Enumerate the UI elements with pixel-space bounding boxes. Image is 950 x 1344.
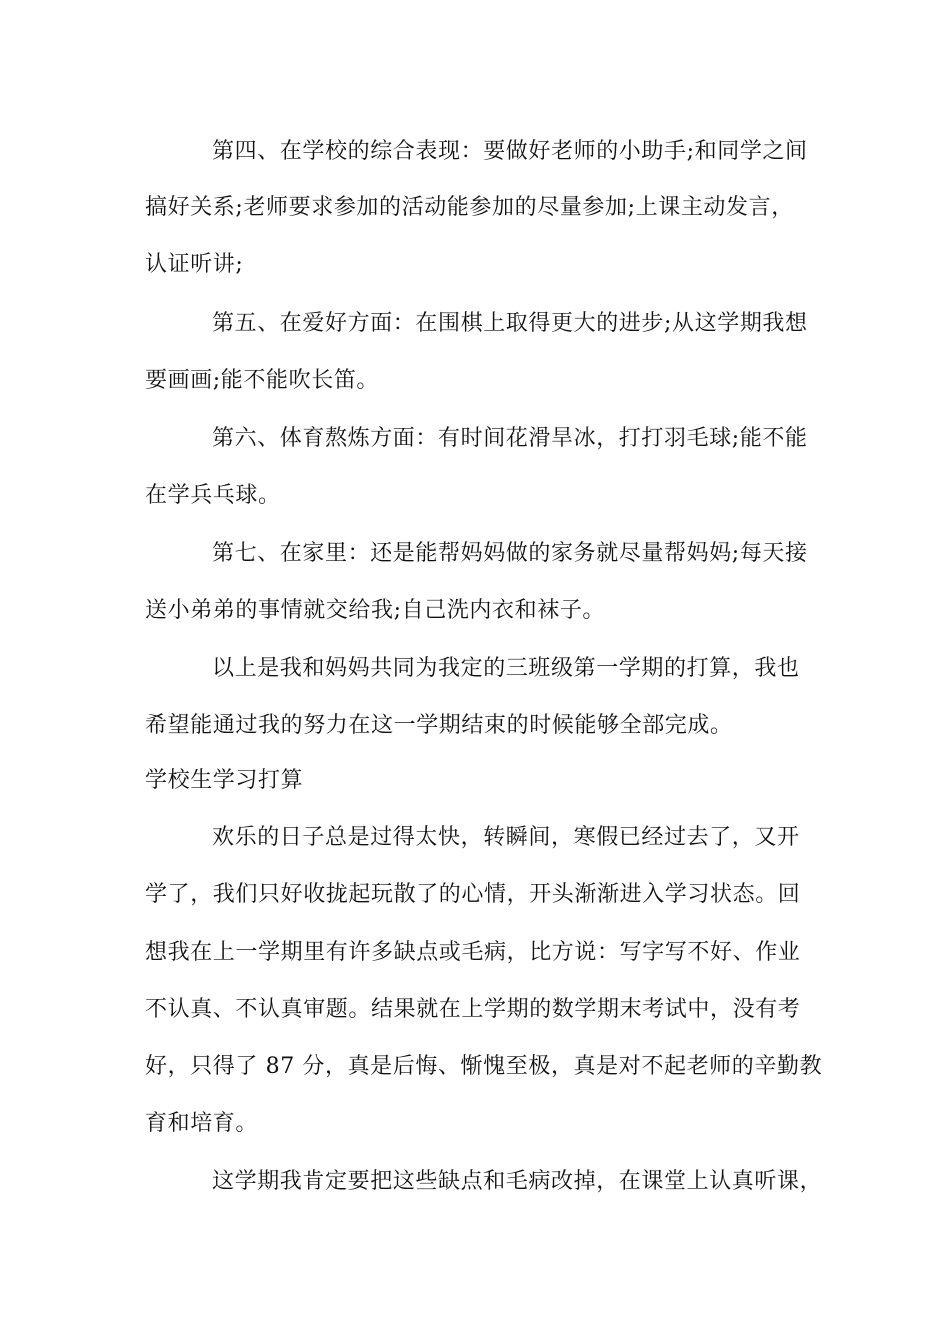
text-line: 要画画;能不能吹长笛。 xyxy=(145,368,380,393)
text-line: 好，只得了 87 分，真是后悔、惭愧至极，真是对不起老师的辛勤教 xyxy=(145,1054,823,1079)
text-line: 希望能通过我的努力在这一学期结束的时候能够全部完成。 xyxy=(145,713,733,738)
text-line: 这学期我肯定要把这些缺点和毛病改掉，在课堂上认真听课， xyxy=(212,1169,823,1194)
text-line: 想我在上一学期里有许多缺点或毛病，比方说：写字写不好、作业 xyxy=(145,940,801,965)
text-line: 第七、在家里：还是能帮妈妈做的家务就尽量帮妈妈;每天接 xyxy=(212,541,808,566)
text-line: 育和培育。 xyxy=(145,1111,259,1136)
text-line: 学了，我们只好收拢起玩散了的心情，开头渐渐进入学习状态。回 xyxy=(145,882,801,907)
text-line: 送小弟弟的事情就交给我;自己洗内衣和袜子。 xyxy=(145,598,606,623)
text-line: 在学兵乓球。 xyxy=(145,483,281,508)
text-line: 第五、在爱好方面：在围棋上取得更大的进步;从这学期我想 xyxy=(212,311,808,336)
text-line: 以上是我和妈妈共同为我定的三班级第一学期的打算，我也 xyxy=(212,656,800,681)
text-line: 搞好关系;老师要求参加的活动能参加的尽量参加;上课主动发言， xyxy=(145,195,794,220)
text-line: 第六、体育熬炼方面：有时间花滑旱冰，打打羽毛球;能不能 xyxy=(212,426,808,451)
text-line: 不认真、不认真审题。结果就在上学期的数学期末考试中，没有考 xyxy=(145,997,801,1022)
text-line: 第四、在学校的综合表现：要做好老师的小助手;和同学之间 xyxy=(212,139,808,164)
section-heading: 学校生学习打算 xyxy=(145,768,304,793)
text-line: 欢乐的日子总是过得太快，转瞬间，寒假已经过去了，又开 xyxy=(212,825,800,850)
text-line: 认证听讲; xyxy=(145,252,244,277)
